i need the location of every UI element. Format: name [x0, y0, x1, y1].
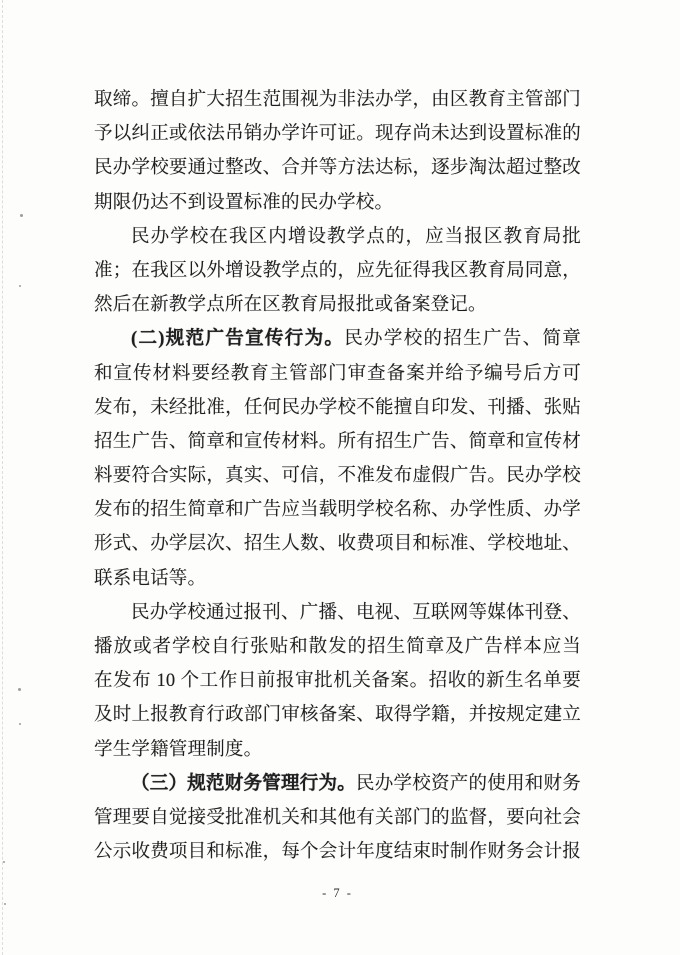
section-heading-text: (二)规范广告宣传行为。 — [131, 329, 345, 350]
body-text: 及时上报教育行政部门审核备案、取得学籍，并按规定建立 — [94, 705, 581, 726]
body-text: 准；在我区以外增设教学点的，应先征得我区教育局同意， — [94, 260, 581, 281]
body-text: 民办学校资产的使用和财务 — [356, 773, 582, 794]
body-text: 然后在新教学点所在区教育局报批或备案登记。 — [94, 295, 487, 316]
scan-speck — [20, 214, 23, 217]
text-line — [94, 801, 581, 835]
body-text: 播放或者学校自行张贴和散发的招生简章及广告样本应当 — [94, 637, 581, 657]
body-text: 发布，未经批准，任何民办学校不能擅自印发、刊播、张贴 — [94, 397, 581, 418]
document-body — [94, 83, 581, 869]
page-number: - 7 - — [322, 886, 353, 900]
body-text: 公示收费项目和标准，每个会计年度结束时制作财务会计报 — [94, 842, 581, 863]
text-line — [94, 357, 581, 391]
body-text: 民办学校的招生广告、简章 — [344, 329, 581, 350]
section-heading-text: （三）规范财务管理行为。 — [131, 773, 357, 794]
text-line — [94, 425, 581, 459]
body-text: 管理要自觉接受批准机关和其他有关部门的监督，要向社会 — [94, 807, 581, 828]
text-line — [94, 220, 581, 254]
body-text: 在发布 10 个工作日前报审批机关备案。招收的新生名单要 — [94, 671, 581, 692]
text-line — [94, 664, 581, 698]
body-text: 和宣传材料要经教育主管部门审查备案并给予编号后方可 — [94, 363, 581, 384]
scan-edge-artifact — [2, 0, 3, 955]
text-line — [94, 562, 581, 596]
text-line — [94, 698, 581, 732]
text-line — [94, 151, 581, 185]
body-text: 民办学校通过报刊、广播、电视、互联网等媒体刊登、 — [131, 602, 581, 623]
text-line — [94, 835, 581, 869]
text-line — [94, 493, 581, 527]
text-line — [94, 391, 581, 425]
body-text: 予以纠正或依法吊销办学许可证。现存尚未达到设置标准的 — [94, 124, 581, 145]
text-line — [94, 83, 581, 117]
scan-speck — [19, 285, 21, 287]
body-text: 民办学校在我区内增设教学点的，应当报区教育局批 — [131, 226, 581, 247]
text-line — [94, 288, 581, 322]
text-line — [94, 767, 581, 801]
text-line — [94, 527, 581, 561]
text-line — [94, 596, 581, 630]
body-text: 学生学籍管理制度。 — [94, 739, 263, 760]
text-line — [94, 733, 581, 767]
body-text: 招生广告、简章和宣传材料。所有招生广告、简章和宣传材 — [94, 431, 581, 452]
text-line — [94, 459, 581, 493]
body-text: 联系电话等。 — [94, 568, 207, 589]
text-line — [94, 630, 581, 664]
body-text: 民办学校要通过整改、合并等方法达标，逐步淘汰超过整改 — [94, 158, 581, 179]
text-line — [94, 117, 581, 151]
body-text: 期限仍达不到设置标准的民办学校。 — [94, 192, 394, 213]
scan-speck — [3, 861, 5, 863]
body-text: 形式、办学层次、招生人数、收费项目和标准、学校地址、 — [94, 534, 581, 555]
text-line — [94, 186, 581, 220]
body-text: 发布的招生简章和广告应当载明学校名称、办学性质、办学 — [94, 500, 581, 521]
body-text: 取缔。擅自扩大招生范围视为非法办学，由区教育主管部门 — [94, 90, 581, 110]
text-line — [94, 322, 581, 356]
scan-speck — [4, 903, 6, 905]
body-text: 料要符合实际，真实、可信，不准发布虚假广告。民办学校 — [94, 466, 581, 487]
scan-speck — [18, 688, 21, 691]
scan-speck — [19, 723, 21, 725]
text-line — [94, 254, 581, 288]
